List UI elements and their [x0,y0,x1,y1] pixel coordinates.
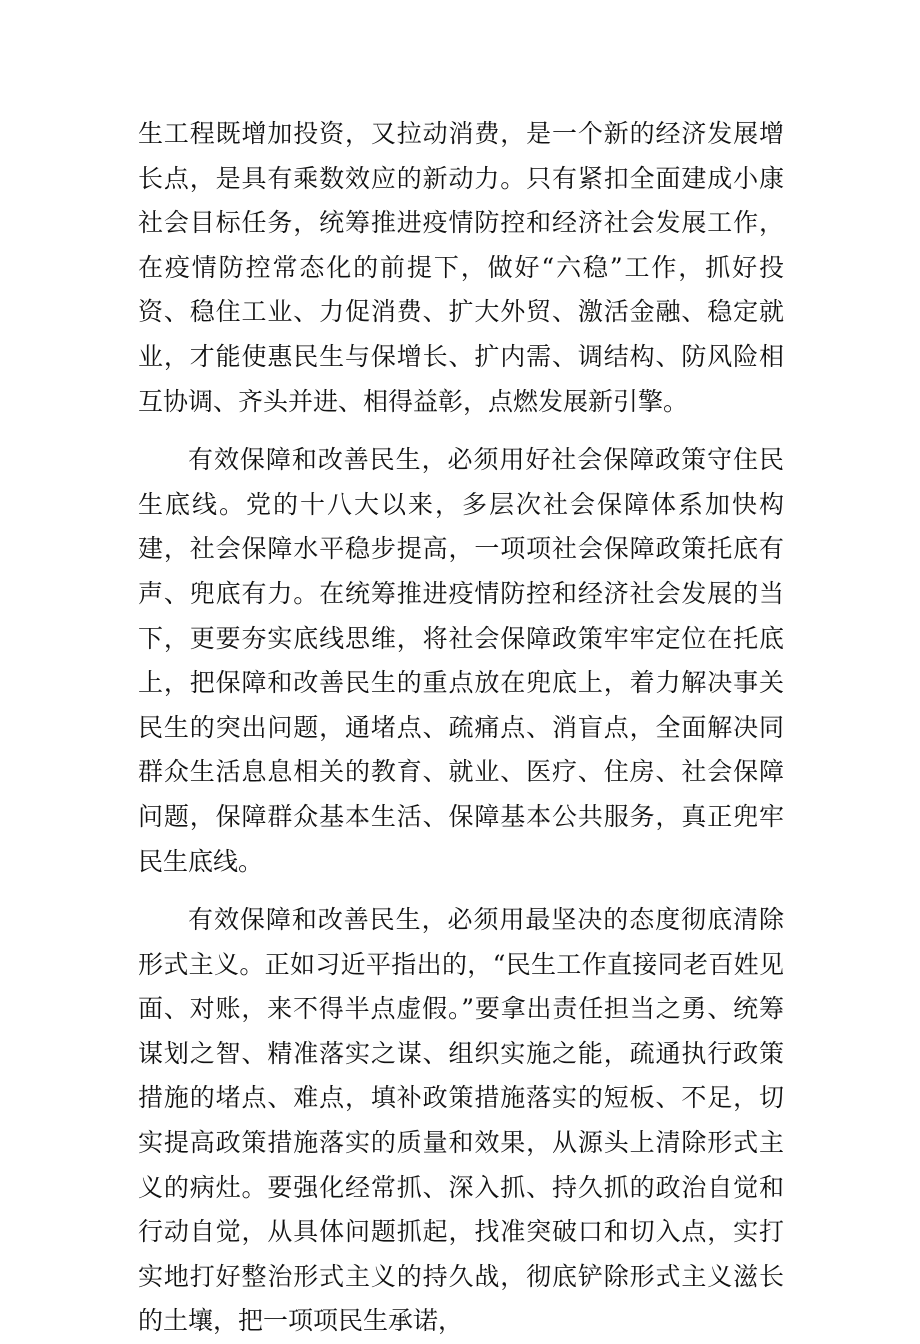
paragraph-3: 有效保障和改善民生，必须用最坚决的态度彻底清除形式主义。正如习近平指出的，“民生工作直接同老百姓见面、对账，来不得半点虚假。”要拿出责任担当之勇、统筹谋划之智、精准落实之谋、组织实施之能，疏通执行政策措施的堵点、难点，填补政策措施落实的短板、不足，切实提高政策措施落实的质量和效果，从源头上清除形式主义的病灶。要强化经常抓、深入抓、持久抓的政治自觉和行动自觉，从具体问题抓起，找准突破口和切入点，实打实地打好整治形式主义的持久战，彻底铲除形式主义滋长的土壤，把一项项民生承诺， [138,905,784,1336]
document-body [138,112,784,1344]
paragraph-2: 有效保障和改善民生，必须用好社会保障政策守住民生底线。党的十八大以来，多层次社会保障体系加快构建，社会保障水平稳步提高，一项项社会保障政策托底有声、兜底有力。在统筹推进疫情防控和经济社会发展的当下，更要夯实底线思维，将社会保障政策牢牢定位在托底上，把保障和改善民生的重点放在兜底上，着力解决事关民生的突出问题，通堵点、疏痛点、消盲点，全面解决同群众生活息息相关的教育、就业、医疗、住房、社会保障问题，保障群众基本生活、保障基本公共服务，真正兜牢民生底线。 [138,445,784,876]
paragraph-1: 生工程既增加投资，又拉动消费，是一个新的经济发展增长点，是具有乘数效应的新动力。只有紧扣全面建成小康社会目标任务，统筹推进疫情防控和经济社会发展工作，在疫情防控常态化的前提下，做好“六稳”工作，抓好投资、稳住工业、力促消费、扩大外贸、激活金融、稳定就业，才能使惠民生与保增长、扩内需、调结构、防风险相互协调、齐头并进、相得益彰，点燃发展新引擎。 [138,119,784,416]
